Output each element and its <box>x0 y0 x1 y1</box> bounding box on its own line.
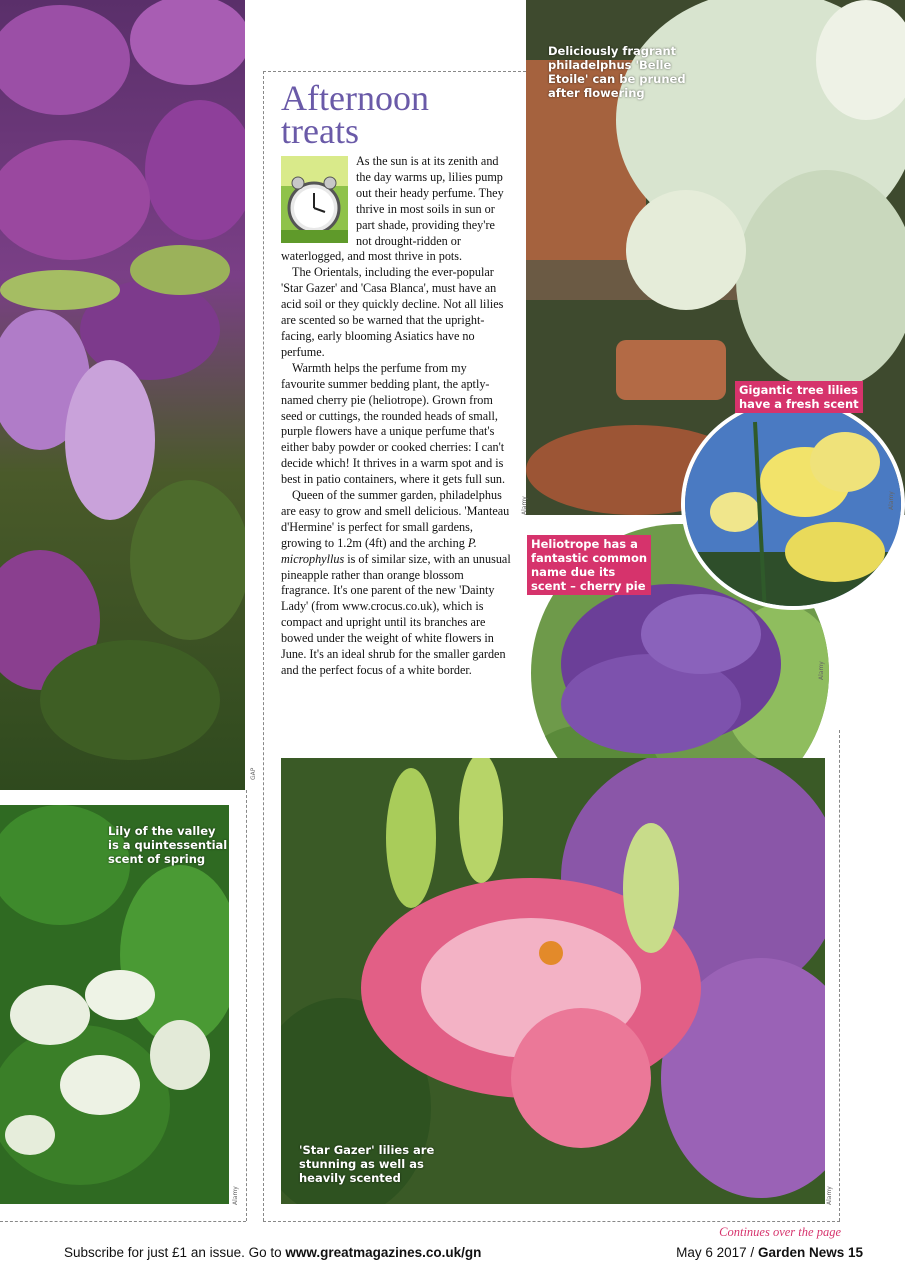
paragraph-2: The Orientals, including the ever-popular 'Star Gazer' and 'Casa Blanca', must have an acid soil or they quickly decline. Not all lilies are scented so be warned that the upright-facing, early blooming Asiatics have no perfume. <box>281 265 504 359</box>
article-frame-top <box>263 71 526 72</box>
subscribe-link[interactable]: www.greatmagazines.co.uk/gn <box>285 1245 482 1260</box>
page-footer-issue: May 6 2017 / Garden News 15 <box>676 1245 863 1260</box>
left-frame-bottom <box>0 1221 246 1222</box>
philadelphus-photo-credit: Alamy <box>521 496 528 515</box>
lily-of-the-valley-photo-credit: Alamy <box>232 1186 239 1205</box>
alarm-clock-thumbnail <box>281 156 348 243</box>
philadelphus-caption: Deliciously fragrant philadelphus 'Belle Etoile' can be pruned after flowering <box>548 44 686 100</box>
tree-lilies-photo <box>681 398 905 610</box>
lily-of-the-valley-caption: Lily of the valley is a quintessential scent of spring <box>108 824 228 866</box>
heliotrope-caption: Heliotrope has a fantastic common name due its scent – cherry pie <box>527 535 651 595</box>
article-frame-left <box>263 71 264 1221</box>
star-gazer-lily-photo <box>281 758 825 1204</box>
article-frame-bottom <box>263 1221 840 1222</box>
tree-lilies-caption: Gigantic tree lilies have a fresh scent <box>735 381 863 413</box>
continues-over-page: Continues over the page <box>719 1225 841 1239</box>
paragraph-3: Warmth helps the perfume from my favourite summer bedding plant, the aptly-named cherry pie (heliotrope). Grown from seed or cuttings, the rounded heads of small, purple flowers have a unique perfume that's either baby powder or cooked cherries: I can't decide which! It thrives in a warm spot and is best in patio containers, where it gets full sun. <box>281 360 506 487</box>
subscribe-footer: Subscribe for just £1 an issue. Go to www.greatmagazines.co.uk/gn <box>64 1245 482 1260</box>
paragraph-1: As the sun is at its zenith and the day warms up, lilies pump out their heady perfume. They thrive in most soils in sun or part shade, providing they're not drought-ridden or waterlogged, and most thrive in pots. <box>281 154 504 264</box>
left-frame-right <box>246 790 247 1221</box>
publication-name: Garden News 15 <box>757 1245 863 1260</box>
heliotrope-photo-credit: Alamy <box>818 661 825 680</box>
paragraph-4: Queen of the summer garden, philadelphus are easy to grow and smell delicious. 'Manteau d'Hermine' is perfect for small gardens, growing to 1.2m (4ft) and the arching P. microphyllus is of similar size, with an unusual pineapple rather than orange blossom fragrance. It's one parent of the new 'Dainty Lady' (from www.crocus.co.uk), which is compact and upright until its branches are bowed under the weight of white flowers in June. It's an ideal shrub for the smaller garden and the perfect focus of a white border. <box>281 488 511 677</box>
star-gazer-photo-credit: Alamy <box>826 1186 833 1205</box>
article-title: Afternoon treats <box>281 78 429 151</box>
lilac-wisteria-photo <box>0 0 245 790</box>
lilac-photo-credit: GAP <box>250 767 257 780</box>
article-frame-right <box>839 730 840 1221</box>
star-gazer-caption: 'Star Gazer' lilies are stunning as well as heavily scented <box>299 1143 435 1185</box>
tree-lilies-photo-credit: Alamy <box>888 491 895 510</box>
italic-species-name: P. microphyllus <box>281 535 477 566</box>
article-body <box>281 154 512 679</box>
